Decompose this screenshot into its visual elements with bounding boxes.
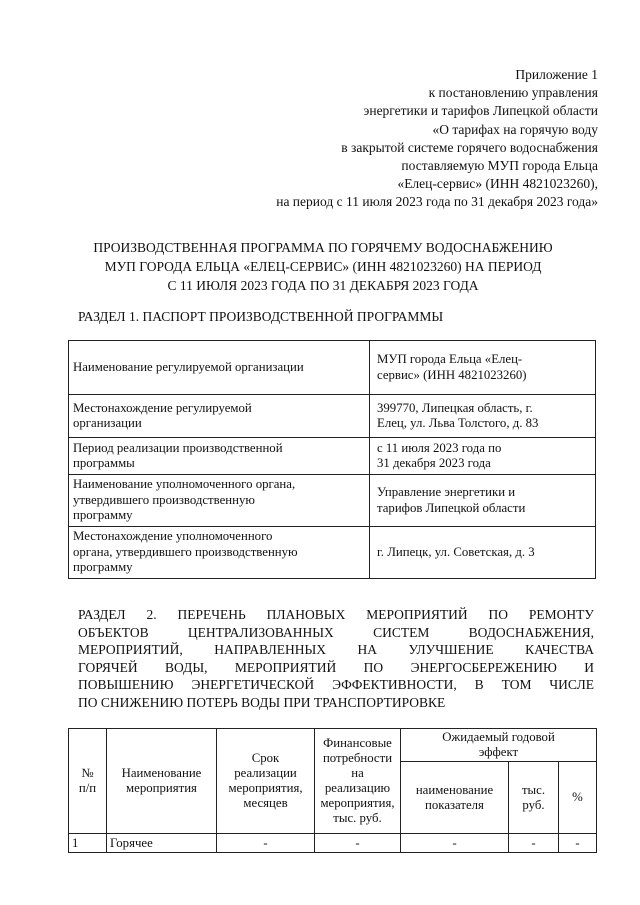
cell-num: 1 bbox=[69, 834, 107, 853]
heading-line: ПО СНИЖЕНИЮ ПОТЕРЬ ВОДЫ ПРИ ТРАНСПОРТИРОВКЕ bbox=[78, 694, 446, 710]
appendix-line: «Елец-сервис» (ИНН 4821023260), bbox=[397, 176, 598, 192]
appendix-line: в закрытой системе горячего водоснабжения bbox=[341, 139, 598, 155]
passport-key: Наименование регулируемой организации bbox=[69, 341, 370, 395]
cell-name: Горячее bbox=[107, 834, 217, 853]
document-title bbox=[40, 238, 606, 295]
appendix-line: на период с 11 июля 2023 года по 31 декабря 2023 года» bbox=[276, 194, 598, 210]
table-row bbox=[69, 395, 596, 438]
col-header-indicator: наименование показателя bbox=[401, 762, 509, 834]
col-header-term: Срок реализации мероприятия, месяцев bbox=[217, 729, 315, 834]
section2-heading bbox=[78, 606, 594, 712]
appendix-line: энергетики и тарифов Липецкой области bbox=[363, 103, 598, 119]
cell-rub: - bbox=[509, 834, 559, 853]
cell-term: - bbox=[217, 834, 315, 853]
heading-line: РАЗДЕЛ 2. ПЕРЕЧЕНЬ ПЛАНОВЫХ МЕРОПРИЯТИЙ ПО РЕМОНТУ bbox=[78, 607, 594, 622]
table-row bbox=[69, 341, 596, 395]
passport-key: Период реализации производственной программы bbox=[69, 438, 370, 475]
heading-line: МЕРОПРИЯТИЙ, НАПРАВЛЕННЫХ НА УЛУЧШЕНИЕ КАЧЕСТВА bbox=[78, 642, 594, 658]
col-header-num: № п/п bbox=[69, 729, 107, 834]
heading-line: ГОРЯЧЕЙ ВОДЫ, МЕРОПРИЯТИЙ ПО ЭНЕРГОСБЕРЕЖЕНИЮ И bbox=[78, 659, 594, 675]
appendix-line: Приложение 1 bbox=[515, 67, 598, 82]
col-header-rub: тыс. руб. bbox=[509, 762, 559, 834]
cell-pct: - bbox=[559, 834, 597, 853]
passport-value: г. Липецк, ул. Советская, д. 3 bbox=[370, 527, 596, 579]
title-line: МУП ГОРОДА ЕЛЬЦА «ЕЛЕЦ-СЕРВИС» (ИНН 4821023260) НА ПЕРИОД bbox=[104, 259, 542, 274]
col-header-finance: Финансовые потребности на реализацию мероприятия, тыс. руб. bbox=[315, 729, 401, 834]
title-line: С 11 ИЮЛЯ 2023 ГОДА ПО 31 ДЕКАБРЯ 2023 ГОДА bbox=[167, 278, 479, 293]
passport-value: Управление энергетики и тарифов Липецкой области bbox=[370, 475, 596, 527]
table-row bbox=[69, 475, 596, 527]
col-header-name: Наименование мероприятия bbox=[107, 729, 217, 834]
events-table bbox=[68, 728, 597, 853]
title-line: ПРОИЗВОДСТВЕННАЯ ПРОГРАММА ПО ГОРЯЧЕМУ ВОДОСНАБЖЕНИЮ bbox=[93, 240, 553, 255]
passport-value: 399770, Липецкая область, г. Елец, ул. Льва Толстого, д. 83 bbox=[370, 395, 596, 438]
col-header-effect: Ожидаемый годовой эффект bbox=[401, 729, 597, 762]
table-header-row bbox=[69, 729, 597, 762]
passport-table bbox=[68, 340, 596, 579]
appendix-line: поставляемую МУП города Ельца bbox=[401, 158, 598, 174]
passport-key: Местонахождение уполномоченного органа, утвердившего производственную программу bbox=[69, 527, 370, 579]
appendix-header bbox=[276, 66, 598, 212]
table-row bbox=[69, 438, 596, 475]
table-row bbox=[69, 834, 597, 853]
appendix-line: к постановлению управления bbox=[428, 85, 598, 101]
col-header-pct: % bbox=[559, 762, 597, 834]
cell-finance: - bbox=[315, 834, 401, 853]
passport-value: с 11 июля 2023 года по 31 декабря 2023 года bbox=[370, 438, 596, 475]
appendix-line: «О тарифах на горячую воду bbox=[432, 121, 598, 137]
heading-line: ПОВЫШЕНИЮ ЭНЕРГЕТИЧЕСКОЙ ЭФФЕКТИВНОСТИ, В ТОМ ЧИСЛЕ bbox=[78, 677, 594, 693]
passport-key: Наименование уполномоченного органа, утвердившего производственную программу bbox=[69, 475, 370, 527]
cell-indicator: - bbox=[401, 834, 509, 853]
table-row bbox=[69, 527, 596, 579]
heading-line: ОБЪЕКТОВ ЦЕНТРАЛИЗОВАННЫХ СИСТЕМ ВОДОСНАБЖЕНИЯ, bbox=[78, 624, 594, 640]
passport-key: Местонахождение регулируемой организации bbox=[69, 395, 370, 438]
section1-heading: РАЗДЕЛ 1. ПАСПОРТ ПРОИЗВОДСТВЕННОЙ ПРОГРАММЫ bbox=[78, 309, 444, 324]
passport-value: МУП города Ельца «Елец- сервис» (ИНН 4821023260) bbox=[370, 341, 596, 395]
